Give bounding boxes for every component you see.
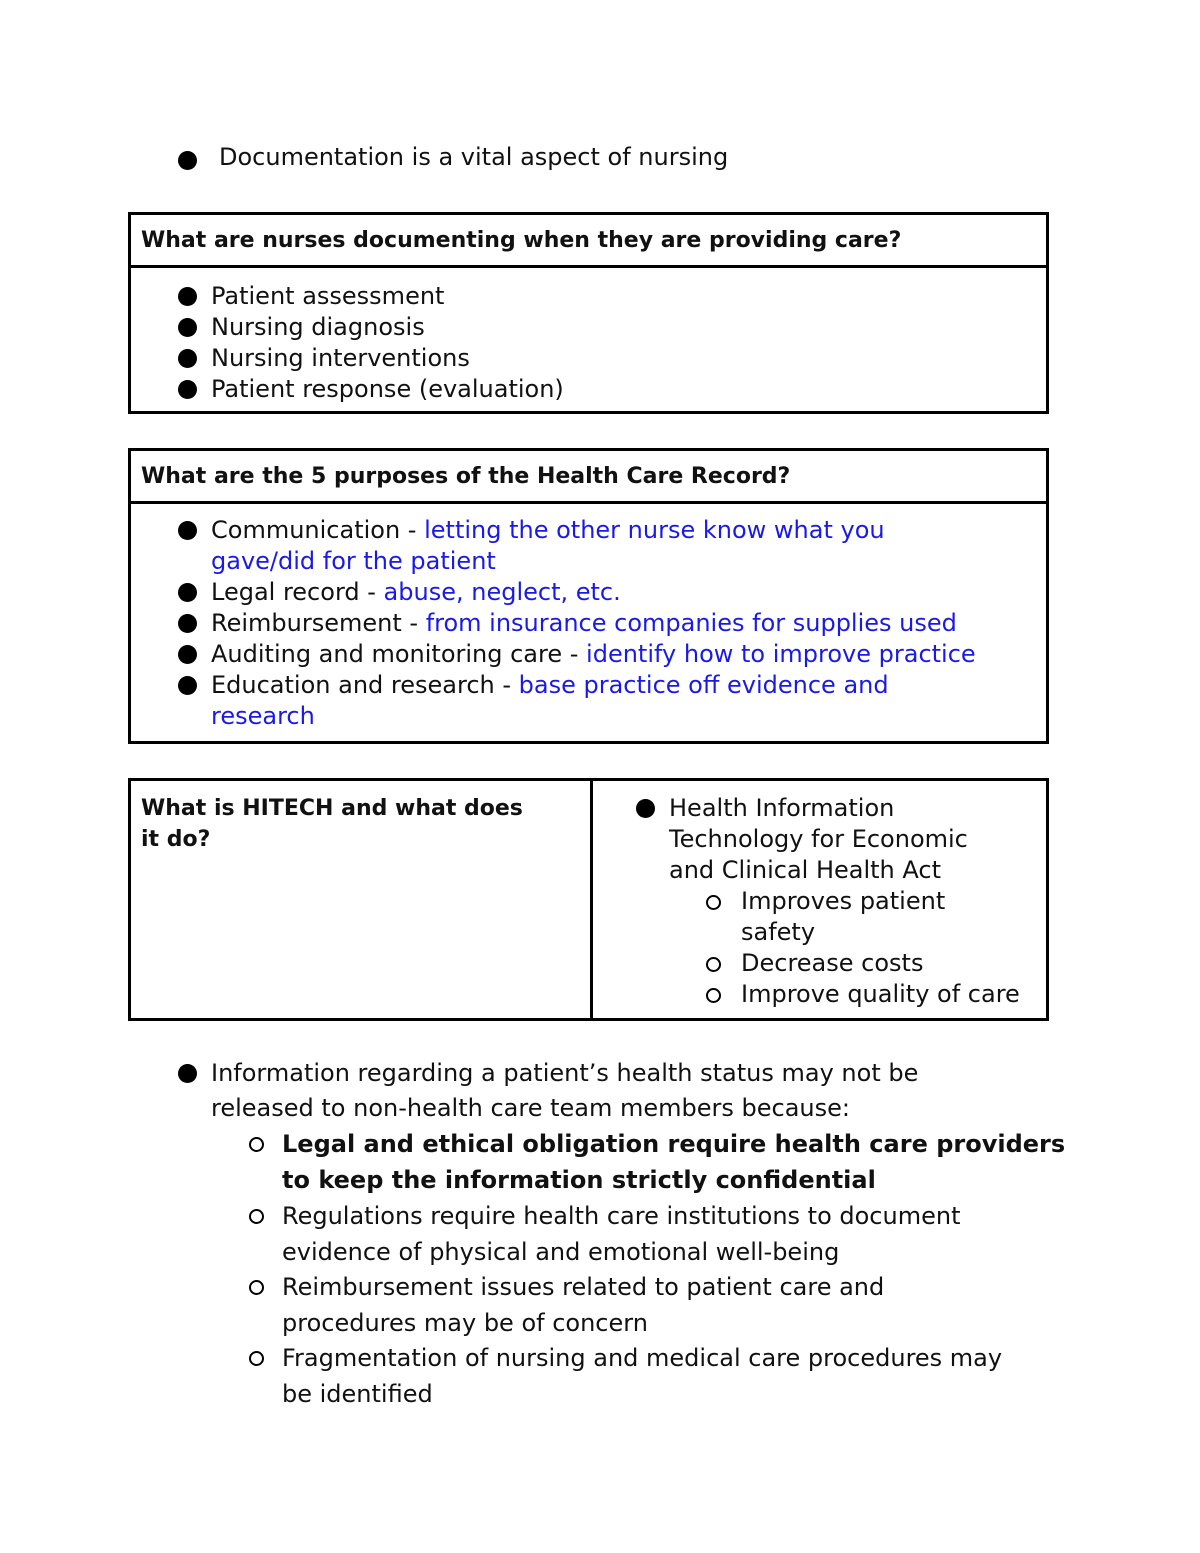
hitech-question: What is HITECH and what does it do? xyxy=(141,796,523,852)
bullet-icon xyxy=(178,1064,197,1083)
purposes-box xyxy=(128,448,1049,744)
documenting-title: What are nurses documenting when they are providing care? xyxy=(131,215,1046,268)
bullet-icon xyxy=(178,318,197,337)
circle-bullet-icon xyxy=(706,957,721,972)
circle-bullet-icon xyxy=(249,1137,264,1152)
hitech-table xyxy=(128,778,1049,1021)
bullet-icon xyxy=(178,614,197,633)
bullet-icon xyxy=(178,676,197,695)
purposes-list: Communication - letting the other nurse know what you gave/did for the patient Legal record - abuse, neglect, etc. Reimbursement - from insurance companies for supplies used Auditing and monitoring care - identify how to improve practice Education and research - base practice off evidence and research xyxy=(178,515,1038,735)
purposes-title: What are the 5 purposes of the Health Care Record? xyxy=(131,451,1046,504)
outro-block: Information regarding a patient’s health status may not be released to non-health care team members because: Legal and ethical obligation require health care providers to keep the information strictly confidential Regulations require health care institutions to document evidence of physical and emotional well-being Reimbursement issues related to patient care and procedures may be of concern Fragmentation of nursing and medical care procedures may be identified xyxy=(178,1056,1078,1416)
bullet-icon xyxy=(178,583,197,602)
bullet-icon xyxy=(178,349,197,368)
documenting-box xyxy=(128,212,1049,414)
bullet-icon xyxy=(178,287,197,306)
documenting-list: Patient assessment Nursing diagnosis Nursing interventions Patient response (evaluation) xyxy=(178,281,1038,405)
intro-bullet xyxy=(178,142,878,176)
bullet-icon xyxy=(178,151,197,170)
circle-bullet-icon xyxy=(249,1351,264,1366)
circle-bullet-icon xyxy=(706,895,721,910)
hitech-divider xyxy=(590,781,593,1018)
intro-text: Documentation is a vital aspect of nursing xyxy=(219,143,729,171)
bullet-icon xyxy=(178,521,197,540)
bullet-icon xyxy=(178,645,197,664)
hitech-answer: Health Information Technology for Economic and Clinical Health Act Improves patient safety Decrease costs Improve quality of care xyxy=(636,793,1046,1013)
bullet-icon xyxy=(178,380,197,399)
bullet-icon xyxy=(636,799,655,818)
circle-bullet-icon xyxy=(706,988,721,1003)
circle-bullet-icon xyxy=(249,1280,264,1295)
circle-bullet-icon xyxy=(249,1209,264,1224)
